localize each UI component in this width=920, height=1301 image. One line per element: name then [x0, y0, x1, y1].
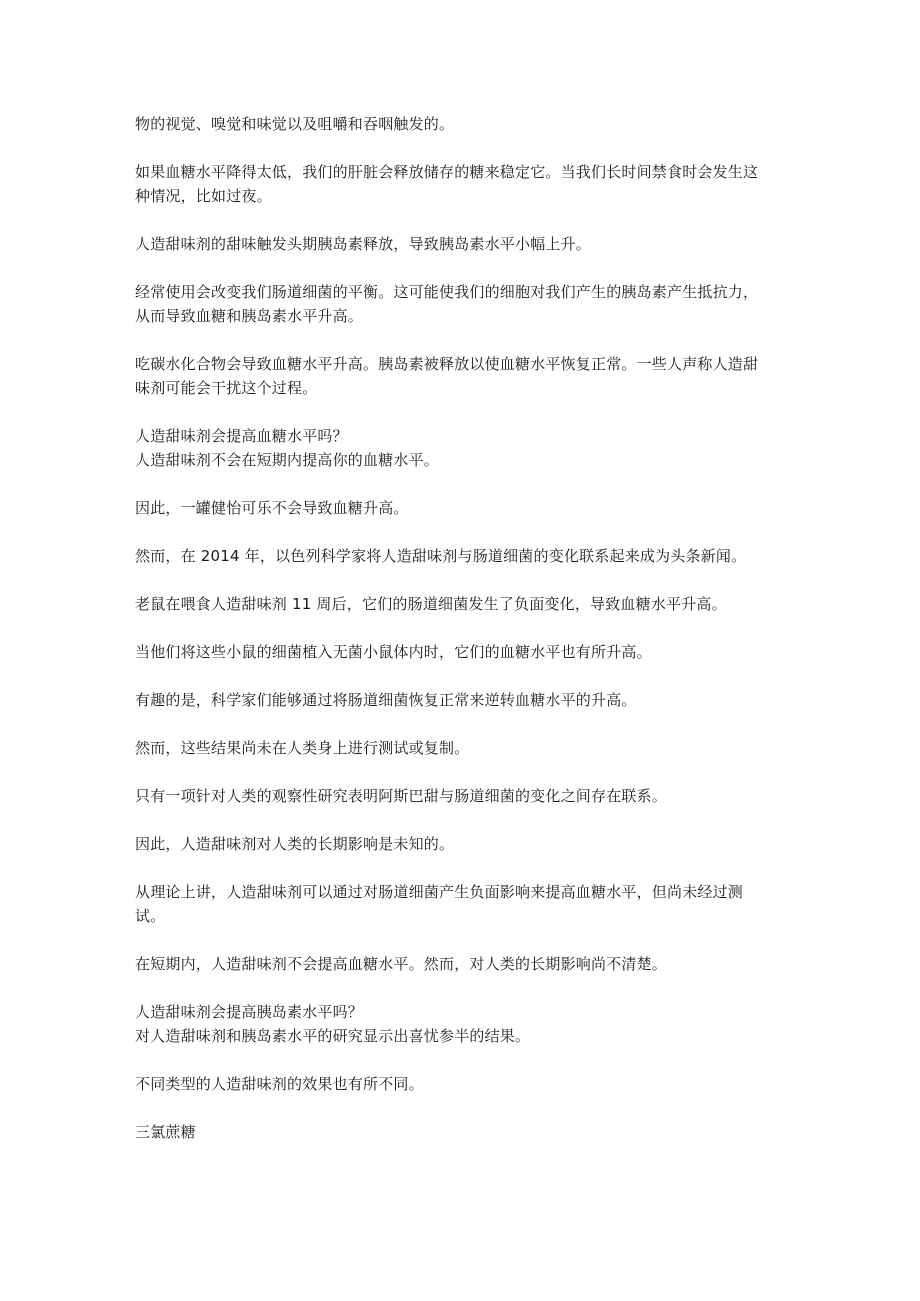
paragraph	[135, 1000, 785, 1048]
text-line: 不同类型的人造甜味剂的效果也有所不同。	[135, 1075, 424, 1093]
text-line: 因此，一罐健怡可乐不会导致血糖升高。	[135, 499, 409, 517]
text-line: 经常使用会改变我们肠道细菌的平衡。这可能使我们的细胞对我们产生的胰岛素产生抵抗力，	[135, 283, 759, 301]
text-line: 味剂可能会干扰这个过程。	[135, 379, 318, 397]
paragraph	[135, 280, 785, 328]
text-line: 有趣的是，科学家们能够通过将肠道细菌恢复正常来逆转血糖水平的升高。	[135, 691, 637, 709]
text-line: 物的视觉、嗅觉和味觉以及咀嚼和吞咽触发的。	[135, 115, 455, 133]
paragraph	[135, 640, 785, 664]
text-line: 种情况，比如过夜。	[135, 187, 272, 205]
text-line: 老鼠在喂食人造甜味剂 11 周后，它们的肠道细菌发生了负面变化，导致血糖水平升高。	[135, 595, 727, 613]
paragraph	[135, 232, 785, 256]
text-line: 从而导致血糖和胰岛素水平升高。	[135, 307, 364, 325]
text-line: 如果血糖水平降得太低，我们的肝脏会释放储存的糖来稳定它。当我们长时间禁食时会发生这	[135, 163, 759, 181]
paragraph	[135, 736, 785, 760]
text-line: 因此，人造甜味剂对人类的长期影响是未知的。	[135, 835, 455, 853]
paragraph	[135, 1072, 785, 1096]
paragraph	[135, 544, 785, 568]
paragraph	[135, 160, 785, 208]
paragraph	[135, 592, 785, 616]
text-line: 然而，在 2014 年，以色列科学家将人造甜味剂与肠道细菌的变化联系起来成为头条新闻。	[135, 547, 747, 565]
section-question: 人造甜味剂会提高血糖水平吗？	[135, 427, 348, 445]
text-line: 试。	[135, 907, 166, 925]
text-line: 当他们将这些小鼠的细菌植入无菌小鼠体内时，它们的血糖水平也有所升高。	[135, 643, 652, 661]
text-line: 只有一项针对人类的观察性研究表明阿斯巴甜与肠道细菌的变化之间存在联系。	[135, 787, 668, 805]
text-line: 从理论上讲，人造甜味剂可以通过对肠道细菌产生负面影响来提高血糖水平，但尚未经过测	[135, 883, 744, 901]
text-line: 人造甜味剂的甜味触发头期胰岛素释放，导致胰岛素水平小幅上升。	[135, 235, 592, 253]
paragraph	[135, 688, 785, 712]
paragraph	[135, 1120, 785, 1144]
paragraph	[135, 880, 785, 928]
text-line: 然而，这些结果尚未在人类身上进行测试或复制。	[135, 739, 470, 757]
paragraph	[135, 352, 785, 400]
text-line: 对人造甜味剂和胰岛素水平的研究显示出喜忧参半的结果。	[135, 1027, 531, 1045]
paragraph	[135, 952, 785, 976]
paragraph	[135, 424, 785, 472]
document-body	[135, 112, 785, 1168]
section-question: 人造甜味剂会提高胰岛素水平吗？	[135, 1003, 364, 1021]
paragraph	[135, 496, 785, 520]
paragraph	[135, 832, 785, 856]
subheading: 三氯蔗糖	[135, 1123, 196, 1141]
text-line: 在短期内，人造甜味剂不会提高血糖水平。然而，对人类的长期影响尚不清楚。	[135, 955, 668, 973]
text-line: 吃碳水化合物会导致血糖水平升高。胰岛素被释放以使血糖水平恢复正常。一些人声称人造甜	[135, 355, 759, 373]
paragraph	[135, 784, 785, 808]
paragraph	[135, 112, 785, 136]
text-line: 人造甜味剂不会在短期内提高你的血糖水平。	[135, 451, 440, 469]
